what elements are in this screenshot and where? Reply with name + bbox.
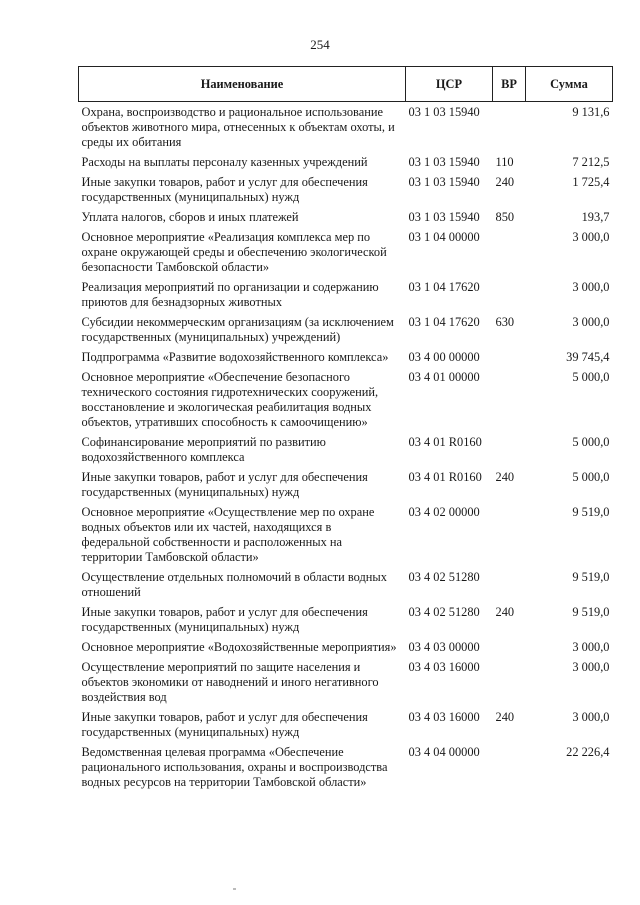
header-csr: ЦСР	[406, 67, 493, 102]
row-csr-cell: 03 1 04 00000	[408, 230, 480, 244]
row-sum-cell: 3 000,0	[572, 710, 610, 724]
row-csr-cell: 03 4 01 R0160	[408, 435, 482, 449]
row-sum-cell: 39 745,4	[566, 350, 610, 364]
table-row	[79, 710, 613, 745]
row-sum-cell: 3 000,0	[572, 280, 610, 294]
row-sum-cell: 9 519,0	[572, 605, 610, 619]
row-name-cell: Осуществление мероприятий по защите населения и объектов экономики от наводнений и иного негативного воздействия вод	[81, 660, 379, 704]
row-name-cell: Софинансирование мероприятий по развитию водохозяйственного комплекса	[81, 435, 326, 464]
row-sum-cell: 5 000,0	[572, 370, 610, 384]
row-csr-cell: 03 4 01 R0160	[408, 470, 482, 484]
row-name-cell: Охрана, воспроизводство и рациональное использование объектов животного мира, отнесенных к объектам охоты, и среды их обитания	[81, 105, 395, 149]
row-csr-cell: 03 1 03 15940	[408, 105, 480, 119]
table-row	[79, 640, 613, 660]
row-csr-cell: 03 4 02 00000	[408, 505, 480, 519]
row-vr-cell	[493, 640, 526, 660]
row-vr-cell	[493, 660, 526, 710]
row-csr-cell: 03 1 03 15940	[408, 155, 480, 169]
page-number: 254	[310, 37, 330, 52]
row-csr-cell: 03 1 03 15940	[408, 210, 480, 224]
row-sum-cell: 5 000,0	[572, 435, 610, 449]
table-row	[79, 370, 613, 435]
row-csr-cell: 03 1 04 17620	[408, 315, 480, 329]
row-csr-cell: 03 4 02 51280	[408, 570, 480, 584]
row-csr-cell: 03 4 03 16000	[408, 710, 480, 724]
row-vr-cell	[493, 435, 526, 470]
row-sum-cell: 9 519,0	[572, 570, 610, 584]
table-row	[79, 350, 613, 370]
row-vr-cell	[493, 350, 526, 370]
row-sum-cell: 5 000,0	[572, 470, 610, 484]
row-vr-cell	[493, 505, 526, 570]
row-sum-cell: 7 212,5	[572, 155, 610, 169]
row-name-cell: Осуществление отдельных полномочий в области водных отношений	[81, 570, 387, 599]
row-sum-cell: 3 000,0	[572, 660, 610, 674]
row-name-cell: Реализация мероприятий по организации и содержанию приютов для безнадзорных животных	[81, 280, 379, 309]
table-body	[79, 102, 613, 796]
row-name-cell: Уплата налогов, сборов и иных платежей	[81, 210, 299, 224]
row-name-cell: Расходы на выплаты персоналу казенных учреждений	[81, 155, 368, 169]
table-row	[79, 505, 613, 570]
row-name-cell: Основное мероприятие «Осуществление мер по охране водных объектов или их частей, находящихся в федеральной собственности и расположенных на территории Тамбовской области»	[81, 505, 375, 564]
row-sum-cell: 1 725,4	[572, 175, 610, 189]
table-row	[79, 210, 613, 230]
row-vr-cell: 240	[495, 175, 515, 189]
table-row	[79, 470, 613, 505]
row-name-cell: Подпрограмма «Развитие водохозяйственного комплекса»	[81, 350, 389, 364]
row-vr-cell	[493, 230, 526, 280]
table-row	[79, 315, 613, 350]
row-vr-cell: 630	[495, 315, 515, 329]
row-vr-cell: 240	[495, 710, 515, 724]
row-vr-cell: 850	[495, 210, 515, 224]
row-name-cell: Субсидии некоммерческим организациям (за исключением государственных (муниципальных) учреждений)	[81, 315, 394, 344]
row-vr-cell: 240	[495, 470, 515, 484]
table-header-row	[79, 67, 613, 102]
row-name-cell: Иные закупки товаров, работ и услуг для обеспечения государственных (муниципальных) нужд	[81, 470, 368, 499]
table-row	[79, 155, 613, 175]
table-row	[79, 745, 613, 795]
row-sum-cell: 193,7	[581, 210, 610, 224]
row-sum-cell: 9 131,6	[572, 105, 610, 119]
row-name-cell: Ведомственная целевая программа «Обеспечение рационального использования, охраны и воспроизводства водных ресурсов на территории Тамбовской области»	[81, 745, 388, 789]
row-csr-cell: 03 4 00 00000	[408, 350, 480, 364]
row-vr-cell	[493, 370, 526, 435]
table-row	[79, 435, 613, 470]
row-sum-cell: 3 000,0	[572, 315, 610, 329]
header-sum: Сумма	[526, 67, 613, 102]
row-vr-cell	[493, 745, 526, 795]
row-vr-cell	[493, 102, 526, 156]
table-row	[79, 280, 613, 315]
row-csr-cell: 03 1 04 17620	[408, 280, 480, 294]
table-row	[79, 570, 613, 605]
row-sum-cell: 3 000,0	[572, 640, 610, 654]
row-name-cell: Иные закупки товаров, работ и услуг для обеспечения государственных (муниципальных) нужд	[81, 710, 368, 739]
row-vr-cell	[493, 570, 526, 605]
row-csr-cell: 03 4 04 00000	[408, 745, 480, 759]
row-csr-cell: 03 4 03 00000	[408, 640, 480, 654]
header-vr: ВР	[493, 67, 526, 102]
row-csr-cell: 03 4 02 51280	[408, 605, 480, 619]
row-csr-cell: 03 4 01 00000	[408, 370, 480, 384]
table-row	[79, 175, 613, 210]
table-row	[79, 102, 613, 156]
row-sum-cell: 9 519,0	[572, 505, 610, 519]
row-vr-cell	[493, 280, 526, 315]
row-csr-cell: 03 4 03 16000	[408, 660, 480, 674]
row-name-cell: Иные закупки товаров, работ и услуг для обеспечения государственных (муниципальных) нужд	[81, 175, 368, 204]
row-name-cell: Основное мероприятие «Реализация комплекса мер по охране окружающей среды и обеспечению экологической безопасности Тамбовской области»	[81, 230, 387, 274]
table-row	[79, 605, 613, 640]
row-name-cell: Иные закупки товаров, работ и услуг для обеспечения государственных (муниципальных) нужд	[81, 605, 368, 634]
row-vr-cell: 110	[495, 155, 514, 169]
table-row	[79, 660, 613, 710]
row-sum-cell: 3 000,0	[572, 230, 610, 244]
row-name-cell: Основное мероприятие «Водохозяйственные мероприятия»	[81, 640, 397, 654]
row-csr-cell: 03 1 03 15940	[408, 175, 480, 189]
table-row	[79, 230, 613, 280]
row-name-cell: Основное мероприятие «Обеспечение безопасного технического состояния гидротехнических сооружений, восстановление и экологическая реабилитация водных объектов, утративших способность к самоочищению»	[81, 370, 379, 429]
header-name: Наименование	[79, 67, 406, 102]
budget-table	[78, 66, 613, 795]
scan-speck	[233, 888, 236, 890]
row-vr-cell: 240	[495, 605, 515, 619]
row-sum-cell: 22 226,4	[566, 745, 610, 759]
